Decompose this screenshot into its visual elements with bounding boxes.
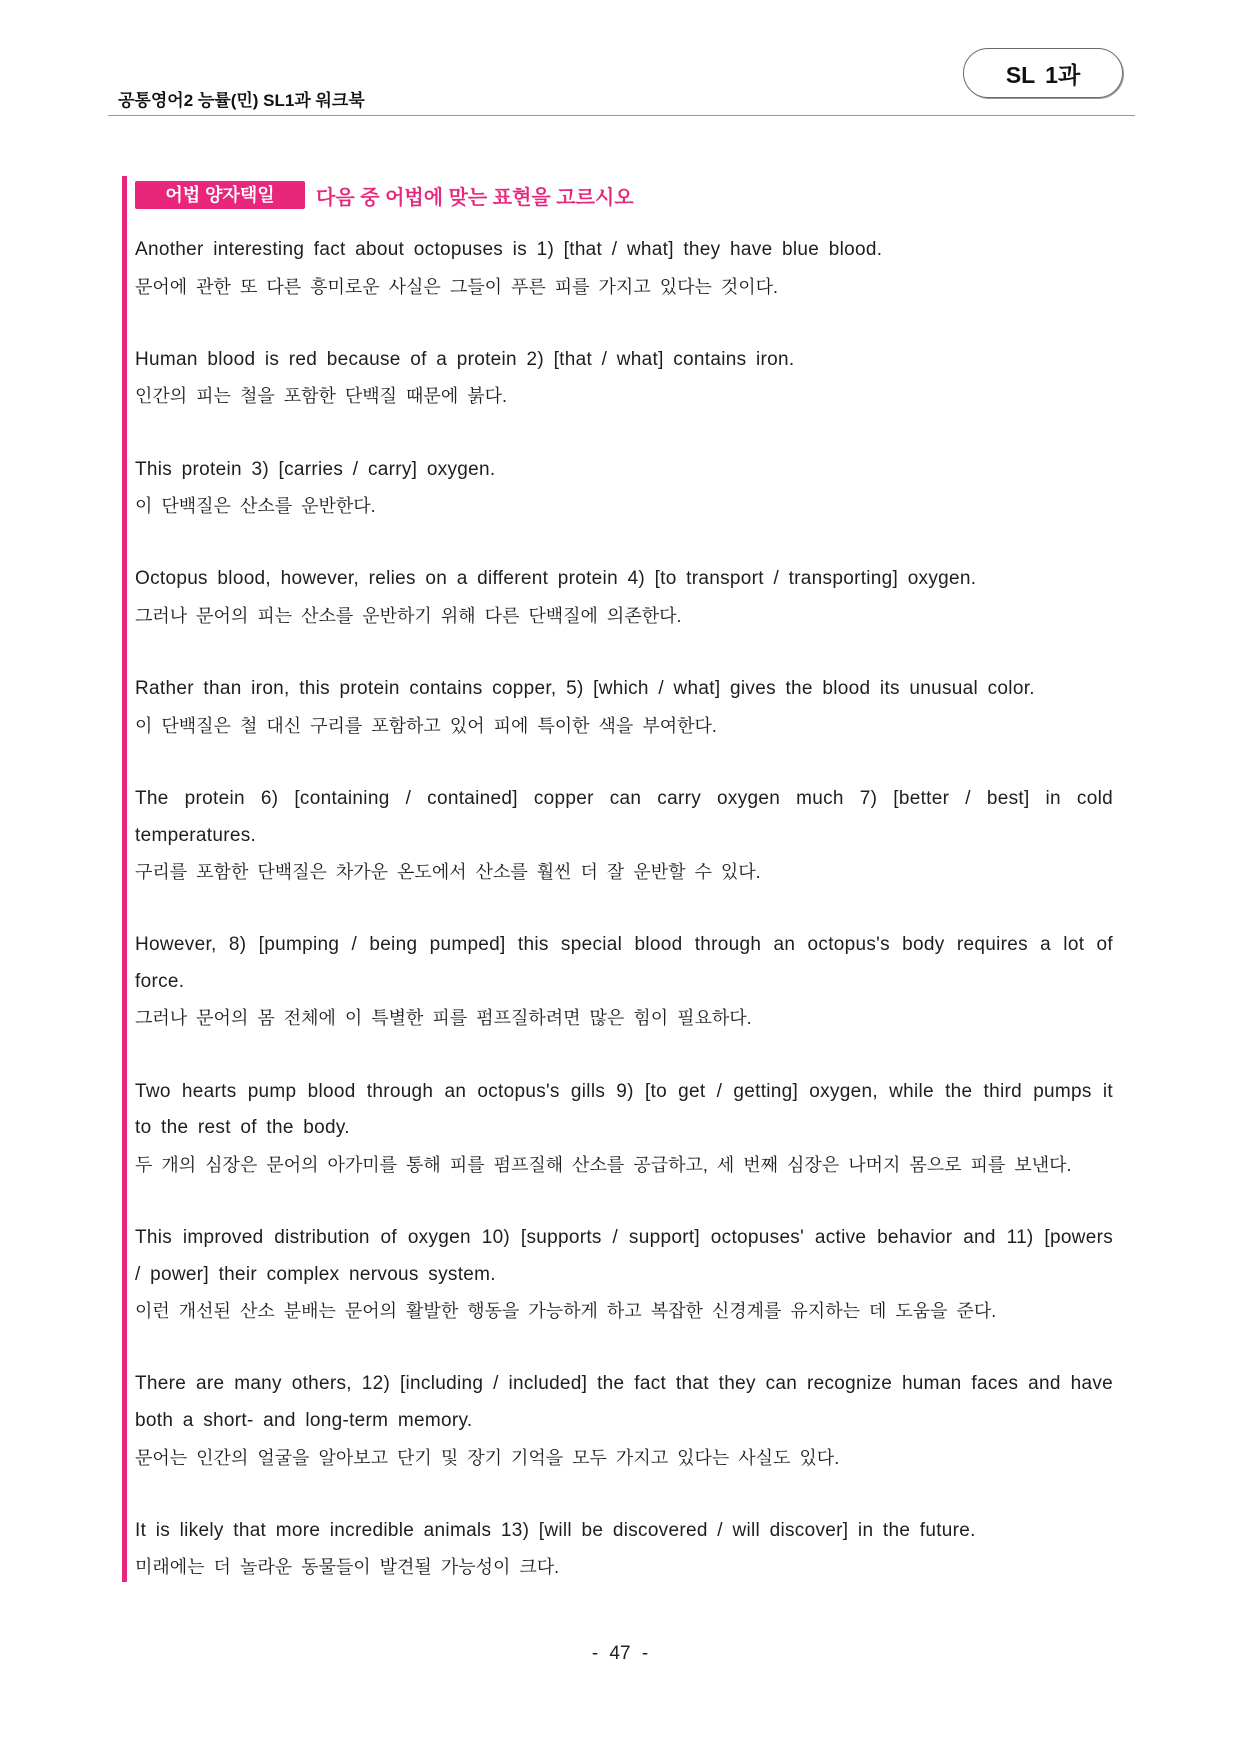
exercise-item-2: [135, 342, 1113, 415]
korean-translation: 그러나 문어의 몸 전체에 이 특별한 피를 펌프질하려면 많은 힘이 필요하다.: [135, 1008, 752, 1029]
english-sentence-line: However, 8) [pumping / being pumped] this special blood through an octopus's body requires a lot of: [135, 934, 1113, 956]
english-sentence: Octopus blood, however, relies on a different protein 4) [to transport / transporting] oxygen.: [135, 568, 977, 590]
exercise-item-8: [135, 1074, 1113, 1184]
english-sentence: Rather than iron, this protein contains copper, 5) [which / what] gives the blood its unusual color.: [135, 678, 1035, 700]
header-divider: [108, 115, 1135, 116]
exercise-item-9: [135, 1220, 1113, 1330]
korean-translation: 이런 개선된 산소 분배는 문어의 활발한 행동을 가능하게 하고 복잡한 신경계를 유지하는 데 도움을 준다.: [135, 1301, 997, 1322]
english-sentence: It is likely that more incredible animals 13) [will be discovered / will discover] in the future.: [135, 1519, 976, 1541]
exercise-item-3: [135, 452, 1113, 525]
section-instruction: 다음 중 어법에 맞는 표현을 고르시오: [316, 187, 634, 209]
english-sentence: This protein 3) [carries / carry] oxygen.: [135, 458, 496, 480]
korean-translation: 문어는 인간의 얼굴을 알아보고 단기 및 장기 기억을 모두 가지고 있다는 사실도 있다.: [135, 1447, 840, 1468]
section-accent-bar: [122, 176, 127, 1582]
korean-translation: 그러나 문어의 피는 산소를 운반하기 위해 다른 단백질에 의존한다.: [135, 605, 682, 626]
english-sentence-line: There are many others, 12) [including / included] the fact that they can recognize human faces and have: [135, 1373, 1113, 1395]
korean-translation: 이 단백질은 철 대신 구리를 포함하고 있어 피에 특이한 색을 부여한다.: [135, 715, 717, 736]
english-sentence-line: force.: [135, 970, 185, 992]
english-sentence: Human blood is red because of a protein 2) [that / what] contains iron.: [135, 348, 795, 370]
exercise-item-1: [135, 232, 1113, 305]
exercise-item-11: [135, 1513, 1113, 1586]
korean-translation: 미래에는 더 놀라운 동물들이 발견될 가능성이 크다.: [135, 1557, 560, 1578]
korean-translation: 이 단백질은 산소를 운반한다.: [135, 496, 376, 517]
exercise-item-4: [135, 561, 1113, 634]
english-sentence: Another interesting fact about octopuses is 1) [that / what] they have blue blood.: [135, 239, 883, 260]
section-badge: 어법 양자택일: [135, 181, 305, 209]
lesson-badge: [963, 48, 1123, 98]
exercise-item-5: [135, 671, 1113, 744]
exercise-paragraphs: [135, 232, 1113, 1623]
english-sentence-line: to the rest of the body.: [135, 1117, 350, 1139]
english-sentence-line: Two hearts pump blood through an octopus's gills 9) [to get / getting] oxygen, while the third pumps it: [135, 1080, 1113, 1102]
korean-translation: 인간의 피는 철을 포함한 단백질 때문에 붉다.: [135, 386, 507, 407]
document-title: 공통영어2 능률(민) SL1과 워크북: [118, 91, 365, 110]
page-number: - 47 -: [591, 1643, 649, 1664]
english-sentence-line: / power] their complex nervous system.: [135, 1263, 496, 1285]
english-sentence-line: both a short- and long-term memory.: [135, 1410, 473, 1431]
lesson-badge-label: SL 1과: [1005, 61, 1081, 88]
korean-translation: 두 개의 심장은 문어의 아가미를 통해 피를 펌프질해 산소를 공급하고, 세 번째 심장은 나머지 몸으로 피를 보낸다.: [135, 1154, 1072, 1175]
exercise-item-7: [135, 927, 1113, 1037]
korean-translation: 구리를 포함한 단백질은 차가운 온도에서 산소를 훨씬 더 잘 운반할 수 있다.: [135, 862, 761, 883]
korean-translation: 문어에 관한 또 다른 흥미로운 사실은 그들이 푸른 피를 가지고 있다는 것이다.: [135, 276, 779, 297]
exercise-item-6: [135, 781, 1113, 891]
exercise-item-10: [135, 1366, 1113, 1476]
english-sentence-line: The protein 6) [containing / contained] copper can carry oxygen much 7) [better / best] in cold: [135, 787, 1113, 809]
english-sentence-line: This improved distribution of oxygen 10) [supports / support] octopuses' active behavior and 11) [powers: [135, 1227, 1113, 1249]
english-sentence-line: temperatures.: [135, 824, 257, 846]
